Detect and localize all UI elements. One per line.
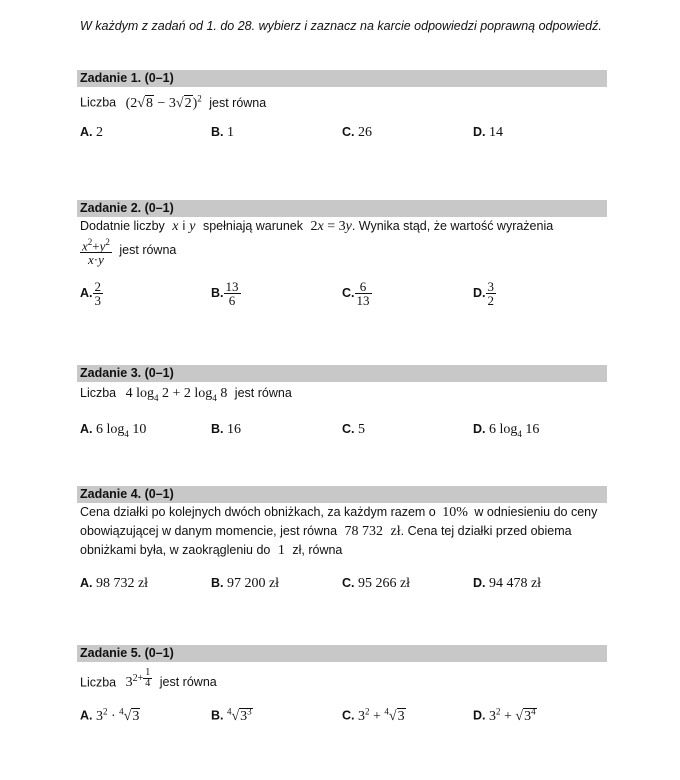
task-header: Zadanie 5. (0–1) bbox=[77, 645, 607, 662]
answer-a[interactable]: A. 2 bbox=[80, 124, 103, 140]
task-header: Zadanie 4. (0–1) bbox=[77, 486, 607, 503]
answer-b[interactable]: B. $\frac{13}{6}$ bbox=[211, 279, 239, 309]
answer-b[interactable]: B. 97 200 zł bbox=[211, 576, 280, 591]
task-question: Liczba $3^{2+ \frac{1}{4}}$ jest równa bbox=[80, 667, 217, 691]
task-2 bbox=[77, 200, 607, 310]
task-1 bbox=[77, 70, 607, 149]
task-question-line2: obowiązującej w danym momencie, jest równa 78 732 zł. Cena tej działki przed obiema bbox=[80, 524, 572, 539]
math-expression: 4 $\log_4 2 + 2$ $\log_4 8$ bbox=[125, 386, 228, 403]
answer-a[interactable]: A. $3^2 \cdot ^4√3$ bbox=[80, 706, 140, 725]
task-question: Liczba 4 $\log_4 2 + 2$ $\log_4 8$ jest równa bbox=[80, 386, 292, 403]
instruction: W każdym z zadań od 1. do 28. wybierz i zaznacz na karcie odpowiedzi poprawną odpowiedź. bbox=[80, 19, 602, 33]
answer-a[interactable]: A. 98 732 zł bbox=[80, 576, 149, 591]
task-4 bbox=[77, 486, 607, 600]
answer-row bbox=[77, 576, 607, 600]
task-question: Cena działki po kolejnych dwóch obniżkach, za każdym razem o 10% w odniesieniu do ceny bbox=[80, 505, 598, 520]
answer-c[interactable]: C. 26 bbox=[342, 124, 372, 140]
task-header: Zadanie 1. (0–1) bbox=[77, 70, 607, 87]
math-expression: $(2√8 - 3√2)^2$ bbox=[125, 93, 202, 111]
answer-a[interactable]: A. 6 $\log_4 10$ bbox=[80, 421, 147, 439]
answer-row bbox=[77, 125, 607, 149]
answer-a[interactable]: A. $\frac{2}{3}$ bbox=[80, 279, 101, 309]
fraction: $\frac{x^2+y^2}{x\cdot y}$ bbox=[82, 237, 110, 268]
answer-row bbox=[77, 422, 607, 446]
math-expression: $3^{2+ \frac{1}{4}}$ bbox=[125, 667, 151, 691]
task-question-cont: $\frac{x^2+y^2}{x\cdot y}$ jest równa bbox=[82, 237, 177, 268]
answer-c[interactable]: C. 95 266 zł bbox=[342, 576, 411, 591]
task-3 bbox=[77, 365, 607, 446]
answer-d[interactable]: D. $3^2 + √3^4$ bbox=[473, 706, 536, 725]
answer-b[interactable]: B. 1 bbox=[211, 124, 234, 140]
answer-d[interactable]: D. 94 478 zł bbox=[473, 576, 542, 591]
answer-c[interactable]: C. $3^2 + ^4√3$ bbox=[342, 706, 405, 725]
task-header: Zadanie 3. (0–1) bbox=[77, 365, 607, 382]
answer-d[interactable]: D. 14 bbox=[473, 124, 503, 140]
task-header: Zadanie 2. (0–1) bbox=[77, 200, 607, 217]
answer-d[interactable]: D. 6 $\log_4 16$ bbox=[473, 421, 540, 439]
task-5 bbox=[77, 645, 607, 730]
task-question-line3: obniżkami była, w zaokrągleniu do 1 zł, równa bbox=[80, 543, 343, 558]
answer-b[interactable]: B. $^4√3^3$ bbox=[211, 706, 252, 725]
task-question: Liczba $(2√8 - 3√2)^2$ jest równa bbox=[80, 93, 267, 111]
answer-row bbox=[77, 280, 607, 310]
answer-d[interactable]: D. $\frac{3}{2}$ bbox=[473, 279, 494, 309]
answer-c[interactable]: C. 5 bbox=[342, 421, 365, 437]
answer-b[interactable]: B. 16 bbox=[211, 421, 241, 437]
task-question: Dodatnie liczby x i y spełniają warunek 2x = 3y. Wynika stąd, że wartość wyrażenia bbox=[80, 219, 554, 234]
answer-c[interactable]: C. $\frac{6}{13}$ bbox=[342, 279, 370, 309]
answer-row bbox=[77, 706, 607, 730]
